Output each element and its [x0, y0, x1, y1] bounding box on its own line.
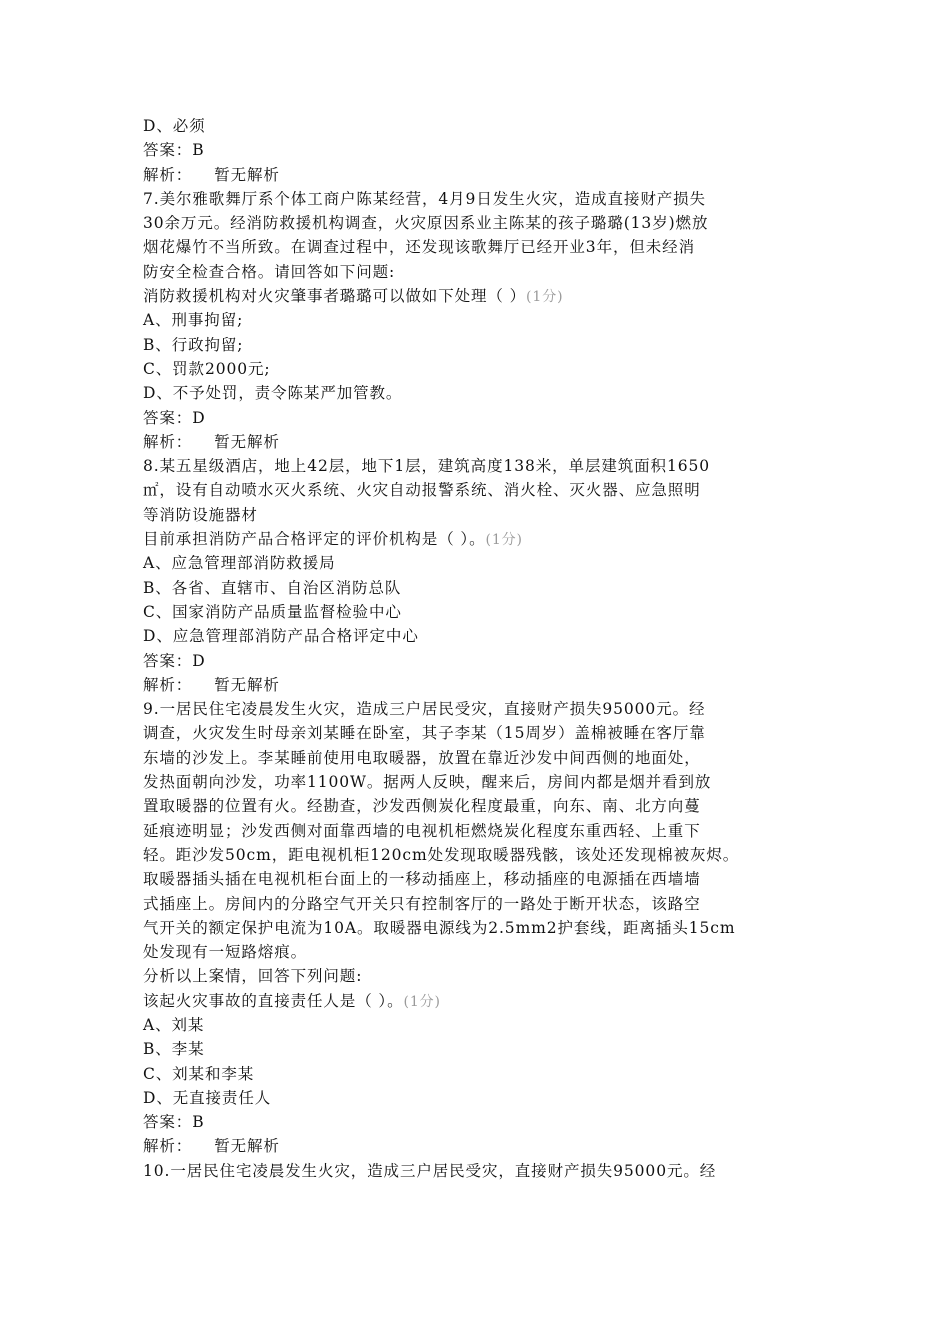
q8-stem-line-1: 8.某五星级酒店，地上42层，地下1层，建筑高度138米，单层建筑面积1650 — [143, 457, 711, 476]
q9-stem-line-11: 处发现有一短路熔痕。 — [143, 943, 308, 962]
q7-stem-line-3: 烟花爆竹不当所致。在调查过程中，还发现该歌舞厅已经开业3年，但未经消 — [143, 238, 695, 257]
q9-option-b: B、李某 — [143, 1040, 205, 1059]
q9-option-c: C、刘某和李某 — [143, 1064, 255, 1083]
q7-stem-line-1: 7.美尔雅歌舞厅系个体工商户陈某经营，4月9日发生火灾，造成直接财产损失 — [143, 189, 706, 208]
document-page — [143, 114, 809, 1183]
q8-stem-line-2: ㎡，设有自动喷水灭火系统、火灾自动报警系统、消火栓、灭火器、应急照明 — [143, 481, 701, 500]
q9-stem-line-9: 式插座上。房间内的分路空气开关只有控制客厅的一路处于断开状态，该路空 — [143, 894, 701, 913]
q9-question — [143, 989, 809, 1013]
analysis-text: 暂无解析 — [214, 675, 280, 694]
q7-option-a: A、刑事拘留; — [143, 311, 244, 330]
q7-option-c: C、罚款2000元; — [143, 359, 271, 378]
analysis-label: 解析： — [143, 432, 193, 451]
q8-stem-line-3: 等消防设施器材 — [143, 505, 258, 524]
analysis-label: 解析： — [143, 675, 193, 694]
q7-option-b: B、行政拘留; — [143, 335, 244, 354]
q6-option-d: D、必须 — [143, 117, 206, 135]
q9-stem-line-1: 9.一居民住宅凌晨发生火灾，造成三户居民受灾，直接财产损失95000元。经 — [143, 700, 706, 719]
q9-analysis — [143, 1134, 809, 1158]
q9-stem-line-7: 轻。距沙发50cm，距电视机柜120cm处发现取暖器残骸，该处还发现棉被灰烬。 — [143, 845, 740, 864]
q7-option-d: D、不予处罚，责令陈某严加管教。 — [143, 384, 403, 403]
question-text: 该起火灾事故的直接责任人是（ ）。 — [143, 991, 404, 1010]
q10-stem-line-1: 10.一居民住宅凌晨发生火灾，造成三户居民受灾，直接财产损失95000元。经 — [143, 1161, 717, 1180]
q8-option-c: C、国家消防产品质量监督检验中心 — [143, 602, 402, 621]
analysis-text: 暂无解析 — [214, 1137, 280, 1156]
q9-stem-line-4: 发热面朝向沙发，功率1100W。据两人反映，醒来后，房间内都是烟并看到放 — [143, 773, 712, 792]
q9-stem-line-8: 取暖器插头插在电视机柜台面上的一移动插座上，移动插座的电源插在西墙墙 — [143, 870, 701, 889]
q9-stem-line-2: 调查，火灾发生时母亲刘某睡在卧室，其子李某（15周岁）盖棉被睡在客厅靠 — [143, 724, 706, 743]
question-text: 目前承担消防产品合格评定的评价机构是（ ）。 — [143, 530, 486, 549]
q7-answer: 答案：D — [143, 408, 206, 427]
q7-question — [143, 284, 809, 308]
q9-option-d: D、无直接责任人 — [143, 1088, 272, 1107]
q8-option-b: B、各省、直辖市、自治区消防总队 — [143, 578, 402, 597]
score-label: (1分) — [485, 532, 523, 549]
score-label: (1分) — [526, 289, 564, 306]
q8-option-a: A、应急管理部消防救援局 — [143, 554, 336, 573]
q9-stem-line-6: 延痕迹明显；沙发西侧对面靠西墙的电视机柜燃烧炭化程度东重西轻、上重下 — [143, 821, 701, 840]
q8-analysis — [143, 673, 809, 697]
q9-stem-line-3: 东墙的沙发上。李某睡前使用电取暖器，放置在靠近沙发中间西侧的地面处， — [143, 748, 701, 767]
score-label: (1分) — [403, 993, 441, 1010]
q9-intro: 分析以上案情，回答下列问题: — [143, 967, 363, 986]
q8-option-d: D、应急管理部消防产品合格评定中心 — [143, 627, 419, 646]
question-text: 消防救援机构对火灾肇事者璐璐可以做如下处理（ ） — [143, 287, 527, 306]
q8-question — [143, 527, 809, 551]
q9-stem-line-10: 气开关的额定保护电流为10A。取暖器电源线为2.5mm2护套线，距离插头15cm — [143, 918, 736, 937]
q6-analysis — [143, 163, 809, 187]
analysis-text: 暂无解析 — [214, 432, 280, 451]
q9-answer: 答案：B — [143, 1113, 205, 1132]
q7-analysis — [143, 430, 809, 454]
analysis-text: 暂无解析 — [214, 165, 280, 184]
analysis-label: 解析： — [143, 165, 193, 184]
q8-answer: 答案：D — [143, 651, 206, 670]
analysis-label: 解析： — [143, 1137, 193, 1156]
q9-option-a: A、刘某 — [143, 1015, 205, 1034]
q6-answer: 答案：B — [143, 141, 205, 160]
q7-stem-line-2: 30余万元。经消防救援机构调查，火灾原因系业主陈某的孩子璐璐(13岁)燃放 — [143, 214, 709, 233]
q9-stem-line-5: 置取暖器的位置有火。经勘查，沙发西侧炭化程度最重，向东、南、北方向蔓 — [143, 797, 701, 816]
q7-stem-line-4: 防安全检查合格。请回答如下问题: — [143, 262, 396, 281]
